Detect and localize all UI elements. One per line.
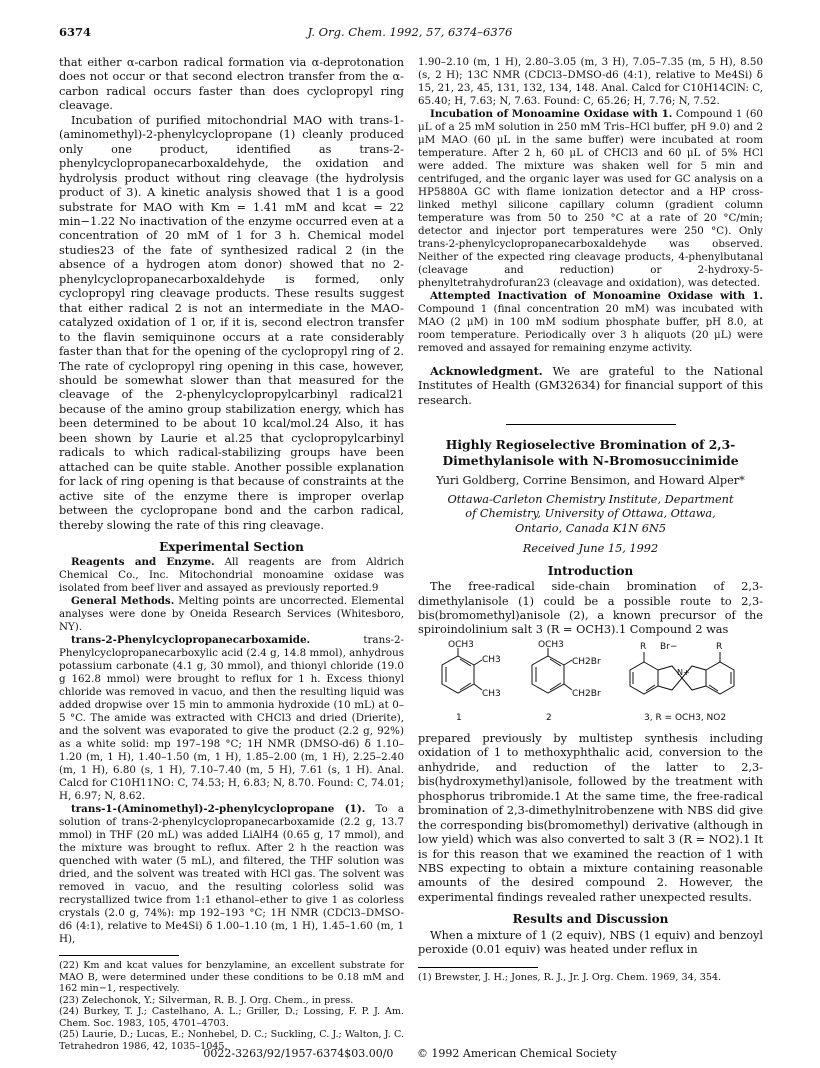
run-in-heading: Incubation of Monoamine Oxidase with 1. <box>430 108 673 120</box>
paragraph: prepared previously by multistep synthesis including oxidation of 1 to methoxyphthalic acid, conversion to the anhydride, and reduction of the latter to 2,3-bis(hydroxymethyl)anisole, followed by the treatment with phosphorus tribromide.1 At the same time, the free-radical bromination of 2,3-dimethylnitrobenzene with NBS did give the corresponding bis(bromomethyl) derivative (although in low yield) which was also converted to salt 3 (R = NO2).1 It is for this reason that we examined the reaction of 1 with NBS expecting to obtain a mixture containing reasonable amounts of the desired compound 2. However, the experimental findings revealed rather unexpected results. <box>418 731 763 904</box>
paragraph: that either α-carbon radical formation via α-deprotonation does not occur or that second electron transfer from the α-carbon radical occurs faster than does cyclopropyl ring cleavage. <box>59 56 404 113</box>
run-in-heading: trans-1-(Aminomethyl)-2-phenylcyclopropane (1). <box>71 803 366 816</box>
journal-citation: J. Org. Chem. 1992, 57, 6374–6376 <box>307 25 513 39</box>
paragraph <box>59 803 404 946</box>
label-ch3: CH3 <box>482 688 501 699</box>
paragraph-text: Compound 1 (60 μL of a 25 mM solution in 250 mM Tris–HCl buffer, pH 9.0) and 2 μM MAO (60 μL in the same buffer) were incubated at room temperature. After 2 h, 60 μL of CHCl3 and 60 μL of 5% HCl were added. The mixture was shaken well for 5 min and centrifuged, and the organic layer was used for GC analysis on a HP5880A GC with flame ionization detector and a HP cross-linked methyl silicone capillary column (gradient column temperature was from 50 to 250 °C at a rate of 20 °C/min; detector and injector port temperatures were 250 °C). Only trans-2-phenylcyclopropanecarboxaldehyde was observed. Neither of the expected ring cleavage products, 4-phenylbutanal (cleavage and reduction) or 2-hydroxy-5-phenyltetrahydrofuran23 (cleavage and oxidation), was detected. <box>418 108 763 289</box>
label-n-plus: N+ <box>677 667 690 677</box>
article-code: 0022-3263/92/1957-6374$03.00/0 <box>203 1047 394 1060</box>
structure-drawing <box>418 640 763 728</box>
paragraph: The free-radical side-chain bromination of 2,3-dimethylanisole (1) could be a possible route to 2,3-bis(bromomethyl)anisole (2), a known precursor of the spiroindolinium salt 3 (R = OCH3).1 Compound 2 was <box>418 580 763 637</box>
footnote-rule <box>418 967 538 968</box>
paragraph <box>418 290 763 355</box>
chemical-structures <box>418 640 763 728</box>
paragraph <box>59 556 404 595</box>
run-in-heading: Attempted Inactivation of Monoamine Oxidase with 1. <box>430 290 763 302</box>
paragraph <box>59 634 404 803</box>
affiliation: Ottawa-Carleton Chemistry Institute, Department of Chemistry, University of Ottawa, Ottawa, Ontario, Canada K1N 6N5 <box>447 492 734 535</box>
section-heading: Introduction <box>547 563 634 578</box>
label-ch3: CH3 <box>482 654 501 665</box>
paragraph-text: Compound 1 (final concentration 20 mM) was incubated with MAO (2 μM) in 100 mM sodium phosphate buffer, pH 8.0, at room temperature. Periodically over 3 h aliquots (20 μL) were removed and assayed for remaining enzyme activity. <box>418 303 763 354</box>
compound-number: 1 <box>456 712 462 723</box>
paragraph: 1.90–2.10 (m, 1 H), 2.80–3.05 (m, 3 H), 7.05–7.35 (m, 5 H), 8.50 (s, 2 H); 13C NMR (CDCl3–DMSO-d6 (4:1), relative to Me4Si) δ 15, 21, 23, 45, 131, 132, 134, 148. Anal. Calcd for C10H14ClN: C, 65.40; H, 7.63; N, 7.63. Found: C, 65.26; H, 7.76; N, 7.52. <box>418 56 763 107</box>
run-in-heading: trans-2-Phenylcyclopropanecarboxamide. <box>71 634 311 647</box>
left-column <box>59 56 404 1052</box>
section-heading: Results and Discussion <box>512 912 669 927</box>
paragraph-text: We are grateful to the National Institutes of Health (GM32634) for financial support of this research. <box>418 365 764 407</box>
right-column <box>418 56 763 983</box>
label-ch2br: CH2Br <box>572 688 601 699</box>
footnote: (25) Laurie, D.; Lucas, E.; Nonhebel, D. C.; Suckling, C. J.; Walton, J. C. Tetrahedron 1986, 42, 1035–1045. <box>59 1029 404 1052</box>
structure-2 <box>532 648 572 693</box>
footnote: (1) Brewster, J. H.; Jones, R. J., Jr. J. Org. Chem. 1969, 34, 354. <box>418 971 722 983</box>
footnote: (24) Burkey, T. J.; Castelhano, A. L.; Griller, D.; Lossing, F. P. J. Am. Chem. Soc. 1983, 105, 4701–4703. <box>59 1006 404 1029</box>
footnote: (22) Km and kcat values for benzylamine, an excellent substrate for MAO B, were determined under these conditions to be 0.18 mM and 162 min−1, respectively. <box>59 960 404 995</box>
article-separator <box>506 424 676 425</box>
authors: Yuri Goldberg, Corrine Bensimon, and Howard Alper* <box>436 474 745 488</box>
compound-number: 2 <box>546 712 552 723</box>
label-r: R <box>640 641 647 652</box>
label-och3: OCH3 <box>448 639 474 650</box>
paragraph: Incubation of purified mitochondrial MAO with trans-1-(aminomethyl)-2-phenylcyclopropane (1) cleanly produced only one product, identified as trans-2-phenylcyclopropanecarboxaldehyde, the oxidation and hydrolysis product without ring cleavage (the hydrolysis product of 3). A kinetic analysis showed that 1 is a good substrate for MAO with Km = 1.41 mM and kcat = 22 min−1.22 No inactivation of the enzyme occurred even at a concentration of 20 mM of 1 for 3 h. Chemical model studies23 of the fate of synthesized radical 2 (in the absence of a hydrogen atom donor) showed that no 2-phenylcyclopropanecarboxaldehyde is formed, only cyclopropyl ring cleavage products. These results suggest that either radical 2 is not an intermediate in the MAO-catalyzed oxidation of 1 or, if it is, second electron transfer to the flavin semiquinone occurs at a rate considerably faster than that for the opening of the cyclopropyl ring of 2. The rate of cyclopropyl ring opening in this case, however, should be somewhat slower than that measured for the cleavage of the 2-phenylcyclopropylcarbinyl radical21 because of the amino group stabilization energy, which has been determined to be about 10 kcal/mol.24 Also, it has been shown by Laurie et al.25 that cyclopropylcarbinyl radicals to which radical-stabilizing groups have been attached can be quite stable. Another possible explanation for lack of ring opening is that because of constraints at the active site of the enzyme there is improper overlap between the cyclopropane bond and the carbon radical, thereby slowing the rate of this ring cleavage. <box>59 113 404 532</box>
paragraph <box>418 108 763 290</box>
paragraph-text: All reagents are from Aldrich Chemical Co., Inc. Mitochondrial monoamine oxidase was isolated from beef liver and assayed as previously reported.9 <box>59 556 404 595</box>
paragraph: When a mixture of 1 (2 equiv), NBS (1 equiv) and benzoyl peroxide (0.01 equiv) was heated under reflux in <box>418 928 763 957</box>
run-in-heading: General Methods. <box>71 595 175 608</box>
running-header <box>59 25 761 43</box>
label-r: R <box>716 641 723 652</box>
footnote-rule <box>59 955 179 956</box>
paragraph <box>59 595 404 634</box>
label-ch2br: CH2Br <box>572 656 601 667</box>
run-in-heading: Acknowledgment. <box>430 364 543 378</box>
compound-number: 3, R = OCH3, NO2 <box>644 712 727 723</box>
section-heading: Experimental Section <box>159 539 304 554</box>
paragraph-text: trans-2-Phenylcyclopropanecarboxylic acid (2.4 g, 14.8 mmol), anhydrous potassium carbonate (4.1 g, 30 mmol), and thionyl chloride (19.0 g 162.8 mmol) were brought to reflux for 1 h. Excess thionyl chloride was removed in vacuo, and then the resulting liquid was added dropwise over 15 min to ammonia hydroxide (10 mL) at 0–5 °C. The amide was extracted with CHCl3 and dried (Drierite), and the solvent was evaporated to give the product (2.2 g, 92%) as a white solid: mp 197–198 °C; 1H NMR (DMSO-d6) δ 1.10–1.20 (m, 1 H), 1.40–1.50 (m, 1 H), 1.85–2.00 (m, 1 H), 2.25–2.40 (m, 1 H), 6.80 (s, 1 H), 7.10–7.40 (m, 5 H), 7.61 (s, 1 H). Anal. Calcd for C10H11NO: C, 74.53; H, 6.83; N, 8.70. Found: C, 74.01; H, 6.97; N, 8.62. <box>59 634 404 803</box>
structure-1 <box>442 648 482 693</box>
article-title: Highly Regioselective Bromination of 2,3-Dimethylanisole with N-Bromosuccinimide <box>442 437 739 469</box>
page-footer <box>0 1047 820 1060</box>
paragraph-text: Melting points are uncorrected. Elemental analyses were done by Oneida Research Services (Whitesboro, NY). <box>59 595 404 634</box>
page-number: 6374 <box>59 25 92 39</box>
label-bromide: Br− <box>660 641 678 652</box>
label-och3: OCH3 <box>538 639 564 650</box>
run-in-heading: Reagents and Enzyme. <box>71 556 215 569</box>
copyright: © 1992 American Chemical Society <box>416 1047 617 1060</box>
paragraph-text: To a solution of trans-2-phenylcyclopropanecarboxamide (2.2 g, 13.7 mmol) in THF (20 mL) was added LiAlH4 (0.65 g, 17 mmol), and the mixture was brought to reflux. After 2 h the reaction was quenched with water (5 mL), and filtered, the THF solution was dried, and the solvent was treated with HCl gas. The solvent was removed in vacuo, and the resulting colorless solid was recrystallized twice from 1:1 ethanol–ether to give 1 as colorless crystals (2.0 g, 74%): mp 192–193 °C; 1H NMR (CDCl3–DMSO-d6 (4:1), relative to Me4Si) δ 1.00–1.10 (m, 1 H), 1.45–1.60 (m, 1 H), <box>59 803 404 946</box>
footnote: (23) Zelechonok, Y.; Silverman, R. B. J. Org. Chem., in press. <box>59 994 354 1006</box>
received-date: Received June 15, 1992 <box>522 542 659 556</box>
acknowledgment <box>418 364 763 408</box>
